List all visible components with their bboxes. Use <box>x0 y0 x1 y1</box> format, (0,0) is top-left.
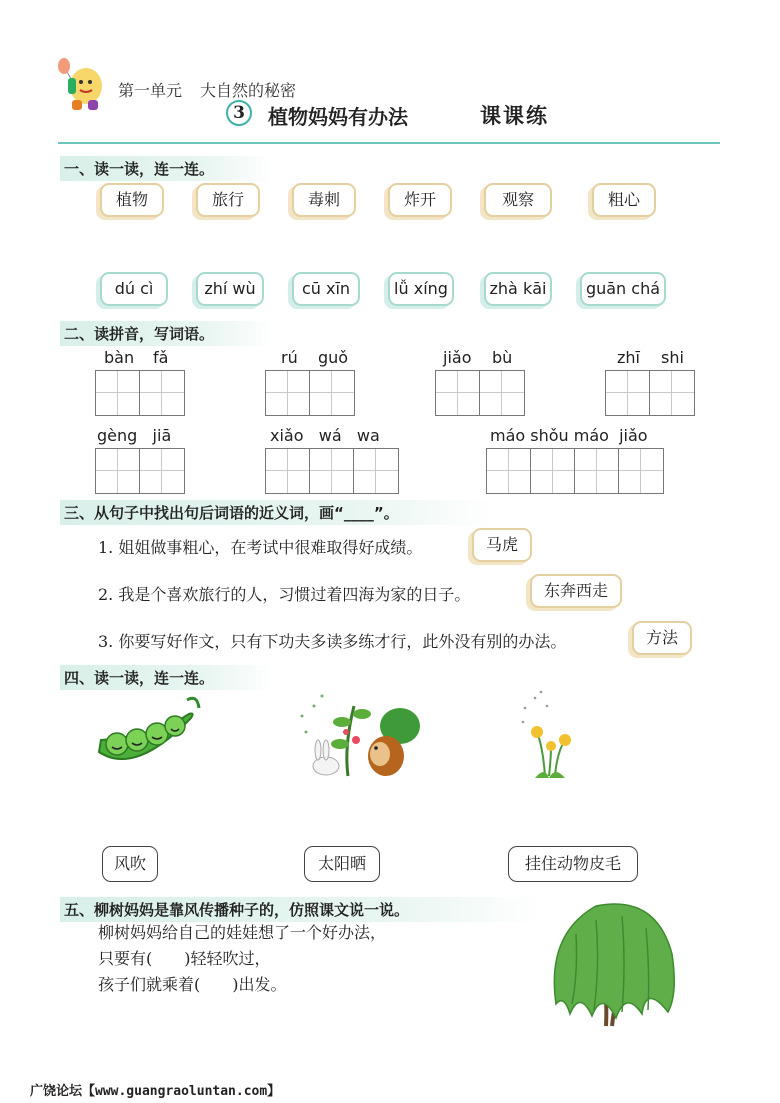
writing-grid[interactable] <box>95 370 185 416</box>
writing-grid[interactable] <box>435 370 525 416</box>
unit-label: 第一单元 <box>118 81 183 100</box>
word-card[interactable]: 毒刺 <box>292 183 356 217</box>
pinyin-card[interactable]: dú cì <box>100 272 168 306</box>
dandelion-image <box>515 688 585 780</box>
section-4-title: 四、读一读，连一连。 <box>60 665 272 690</box>
pinyin-label: fǎ <box>153 348 169 367</box>
pinyin-card[interactable]: guān chá <box>580 272 666 306</box>
pinyin-label: gèng jiā <box>97 426 172 445</box>
writing-grid[interactable] <box>265 370 355 416</box>
header-divider <box>58 142 720 144</box>
unit-heading <box>118 78 314 101</box>
pinyin-label: rú <box>281 348 298 367</box>
synonym-card: 方法 <box>632 621 692 655</box>
lesson-type: 课课练 <box>480 103 549 128</box>
sentence-3[interactable]: 3. 你要写好作文，只有下功夫多读多练才行，此外没有别的办法。 <box>98 632 567 651</box>
pinyin-card[interactable]: cū xīn <box>292 272 360 306</box>
willow-tree-image <box>546 894 680 1028</box>
lesson-number-badge: 3 <box>226 100 252 126</box>
poem-line-1[interactable]: 柳树妈妈给自己的娃娃想了一个好办法， <box>98 923 387 942</box>
pinyin-card[interactable]: lǚ xíng <box>388 272 454 306</box>
section-1-title: 一、读一读，连一连。 <box>60 156 272 181</box>
pinyin-label: zhī <box>617 348 640 367</box>
word-card[interactable]: 炸开 <box>388 183 452 217</box>
section-3-title: 三、从句子中找出句后词语的近义词，画“____”。 <box>60 500 492 525</box>
word-card[interactable]: 观察 <box>484 183 552 217</box>
pinyin-card[interactable]: zhà kāi <box>484 272 552 306</box>
sentence-1[interactable]: 1. 姐姐做事粗心，在考试中很难取得好成绩。 <box>98 538 423 557</box>
writing-grid[interactable] <box>95 448 185 494</box>
writing-grid[interactable] <box>486 448 664 494</box>
hedgehog-rabbit-image <box>296 686 428 782</box>
writing-grid[interactable] <box>605 370 695 416</box>
pinyin-label: bù <box>492 348 513 367</box>
poem-line-2[interactable]: 只要有( )轻轻吹过， <box>98 949 271 968</box>
pinyin-label: xiǎo wá wa <box>270 426 380 445</box>
method-box-fur[interactable]: 挂住动物皮毛 <box>508 846 638 882</box>
pinyin-label: jiǎo <box>443 348 472 367</box>
pinyin-card[interactable]: zhí wù <box>196 272 264 306</box>
synonym-card: 东奔西走 <box>530 574 622 608</box>
word-card[interactable]: 旅行 <box>196 183 260 217</box>
pinyin-label: shi <box>661 348 684 367</box>
unit-title: 大自然的秘密 <box>200 81 297 100</box>
sentence-2[interactable]: 2. 我是个喜欢旅行的人，习惯过着四海为家的日子。 <box>98 585 471 604</box>
footer-watermark: 广饶论坛【www.guangraoluntan.com】 <box>30 1084 281 1099</box>
pea-pod-image <box>95 690 205 780</box>
pinyin-label: guǒ <box>318 348 349 367</box>
lesson-title: 植物妈妈有办法 <box>268 105 408 129</box>
section-5-title: 五、柳树妈妈是靠风传播种子的，仿照课文说一说。 <box>60 897 542 922</box>
word-card[interactable]: 粗心 <box>592 183 656 217</box>
poem-line-3[interactable]: 孩子们就乘着( )出发。 <box>98 975 287 994</box>
mascot-icon <box>56 56 108 112</box>
pinyin-label: bàn <box>104 348 135 367</box>
section-2-title: 二、读拼音，写词语。 <box>60 321 272 346</box>
method-box-sun[interactable]: 太阳晒 <box>304 846 380 882</box>
pinyin-label: máo shǒu máo jiǎo <box>490 426 648 445</box>
method-box-wind[interactable]: 风吹 <box>102 846 158 882</box>
synonym-card: 马虎 <box>472 528 532 562</box>
writing-grid[interactable] <box>265 448 399 494</box>
word-card[interactable]: 植物 <box>100 183 164 217</box>
